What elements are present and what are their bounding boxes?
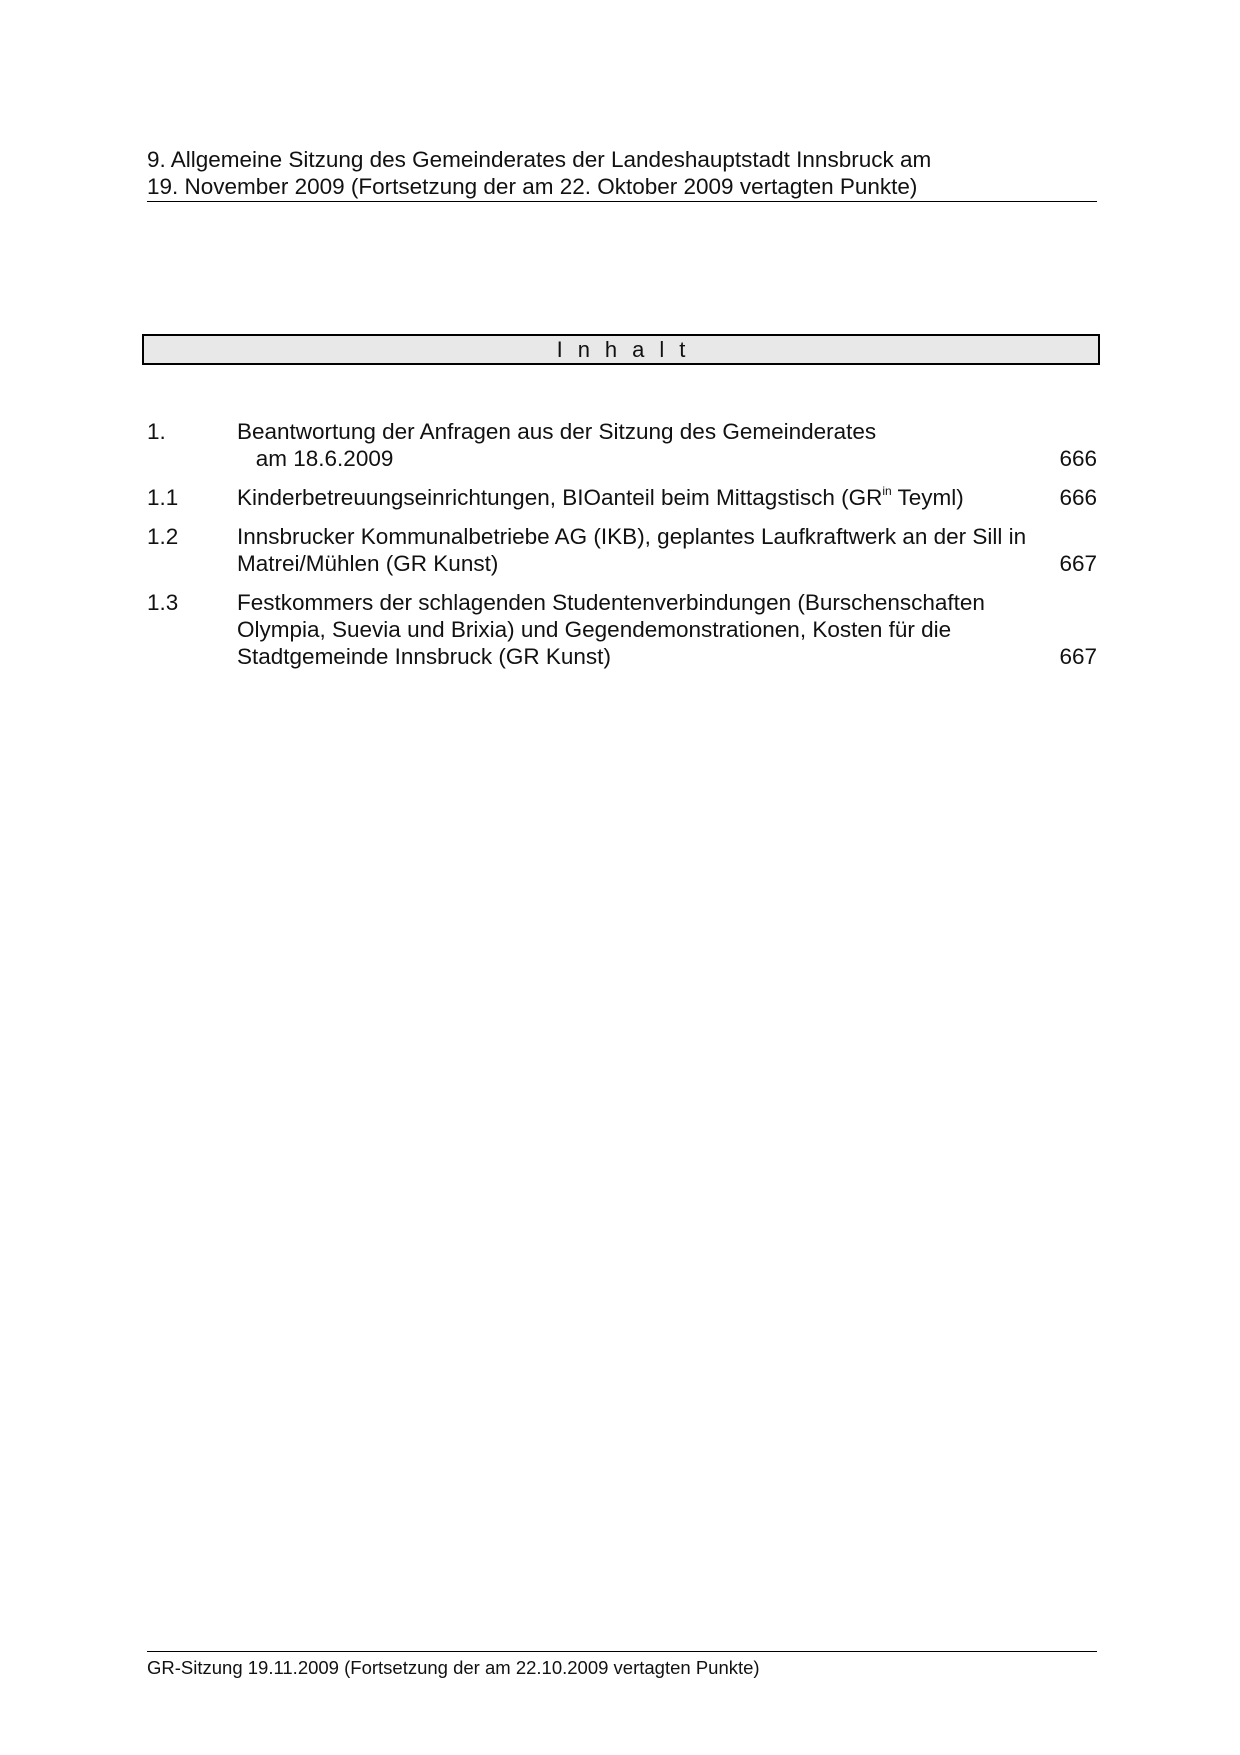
toc-number: 1.3	[147, 590, 179, 615]
toc-number: 1.2	[147, 524, 179, 549]
header-line-2: 19. November 2009 (Fortsetzung der am 22. Oktober 2009 vertagten Punkte)	[147, 174, 918, 199]
toc-title-line: Innsbrucker Kommunalbetriebe AG (IKB), geplantes Laufkraftwerk an der Sill in	[237, 524, 1027, 549]
toc-entry-1-2[interactable]	[147, 523, 1097, 577]
toc-page-number: 666	[1059, 485, 1097, 510]
toc-title-text: Kinderbetreuungseinrichtungen, BIOanteil beim Mittagstisch (GR	[237, 485, 883, 510]
toc-entry-1-3[interactable]	[147, 589, 1097, 670]
toc-superscript: in	[882, 484, 892, 498]
toc-title-line-text: am 18.6.2009	[237, 446, 394, 471]
toc-title-text-after: Teyml)	[891, 485, 964, 510]
toc-title-line: Olympia, Suevia und Brixia) und Gegendemonstrationen, Kosten für die	[237, 617, 952, 642]
toc-title	[237, 523, 1047, 577]
header-line-1: 9. Allgemeine Sitzung des Gemeinderates der Landeshauptstadt Innsbruck am	[147, 147, 932, 172]
toc-title-line: Matrei/Mühlen (GR Kunst)	[237, 551, 499, 576]
inhalt-title: Inhalt	[142, 334, 1100, 365]
toc-page-number: 667	[1059, 644, 1097, 669]
toc-title-line: Beantwortung der Anfragen aus der Sitzung des Gemeinderates	[237, 419, 877, 444]
toc-title-line: Stadtgemeinde Innsbruck (GR Kunst)	[237, 644, 611, 669]
toc-page-number: 666	[1059, 446, 1097, 471]
toc-entry-1[interactable]	[147, 418, 1097, 472]
toc-page-number: 667	[1059, 551, 1097, 576]
toc-title	[237, 484, 1047, 511]
toc-title	[237, 418, 1047, 472]
table-of-contents	[147, 418, 1097, 682]
toc-number: 1.1	[147, 485, 179, 510]
toc-title-line: Festkommers der schlagenden Studentenverbindungen (Burschenschaften	[237, 590, 985, 615]
document-header	[147, 146, 1097, 202]
toc-number: 1.	[147, 419, 166, 444]
page-footer: GR-Sitzung 19.11.2009 (Fortsetzung der am 22.10.2009 vertagten Punkte)	[147, 1651, 1097, 1679]
toc-entry-1-1[interactable]	[147, 484, 1097, 511]
toc-title-line	[237, 484, 1047, 511]
toc-title	[237, 589, 1047, 670]
toc-title-line	[237, 445, 1047, 472]
